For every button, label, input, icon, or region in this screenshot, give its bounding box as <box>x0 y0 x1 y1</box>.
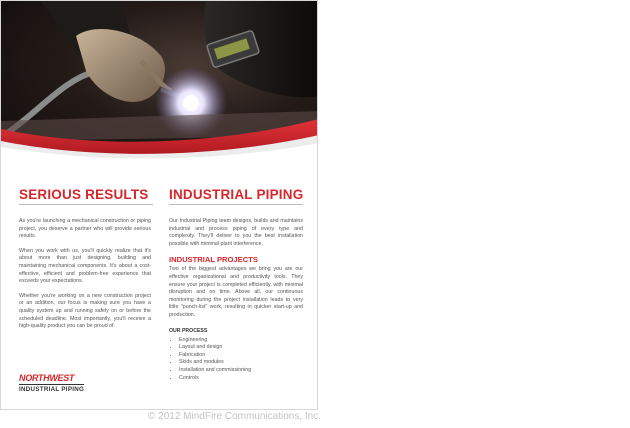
welding-hero-image <box>1 1 318 163</box>
industrial-projects-subheading: INDUSTRIAL PROJECTS <box>169 255 258 265</box>
process-item-installation: • Installation and commissioning <box>179 367 303 375</box>
our-process-heading: OUR PROCESS <box>169 327 208 334</box>
process-item-layout: • Layout and design <box>179 344 303 352</box>
serious-results-paragraph-1: As you're launching a mechanical construction or piping project, you deserve a partner who will provide serious results. <box>19 218 151 240</box>
welding-photo-illustration <box>1 1 318 163</box>
logo-tagline: INDUSTRIAL PIPING <box>19 386 85 393</box>
industrial-piping-column <box>169 187 303 382</box>
serious-results-heading: SERIOUS RESULTS <box>19 187 153 205</box>
brochure-page <box>0 0 318 410</box>
process-item-controls: • Controls <box>179 375 303 383</box>
industrial-projects-text: Two of the biggest advantages we bring you are our effective organizational and productivity tools. They ensure your project is completed efficiently, with minimal disruption and on time. Above all, our continuous monitoring during the project installation leads to very little "punch-list" work, resulting in quicker start-up and production. <box>169 266 303 318</box>
serious-results-column <box>19 187 151 338</box>
industrial-piping-heading: INDUSTRIAL PIPING <box>169 187 303 205</box>
copyright-notice: © 2012 MindFire Communications, Inc. <box>148 411 321 422</box>
logo-wordmark: NORTHWEST <box>19 373 75 383</box>
northwest-logo <box>19 373 84 393</box>
serious-results-paragraph-2: When you work with us, you'll quickly realize that it's about more than just designing, building and maintaining mechanical components. It's about a cost-effective, efficient and problem-free experience that exceeds your expectations. <box>19 247 151 285</box>
process-item-fabrication: • Fabrication <box>179 352 303 360</box>
process-item-engineering: • Engineering <box>179 337 303 345</box>
industrial-piping-intro: Our Industrial Piping team designs, builds and maintains industrial and process piping of every type and complexity. They'll deliver to you the best installation possible with minimal plant interference. <box>169 218 303 247</box>
process-item-skids: • Skids and modules <box>179 359 303 367</box>
process-list <box>169 337 303 383</box>
serious-results-paragraph-3: Whether you're working on a new construction project or an addition, our focus is making sure you have a quality system up and running safely on or before the scheduled deadline. Most importantly, you'll receive a high-quality product you can be proud of. <box>19 292 151 330</box>
